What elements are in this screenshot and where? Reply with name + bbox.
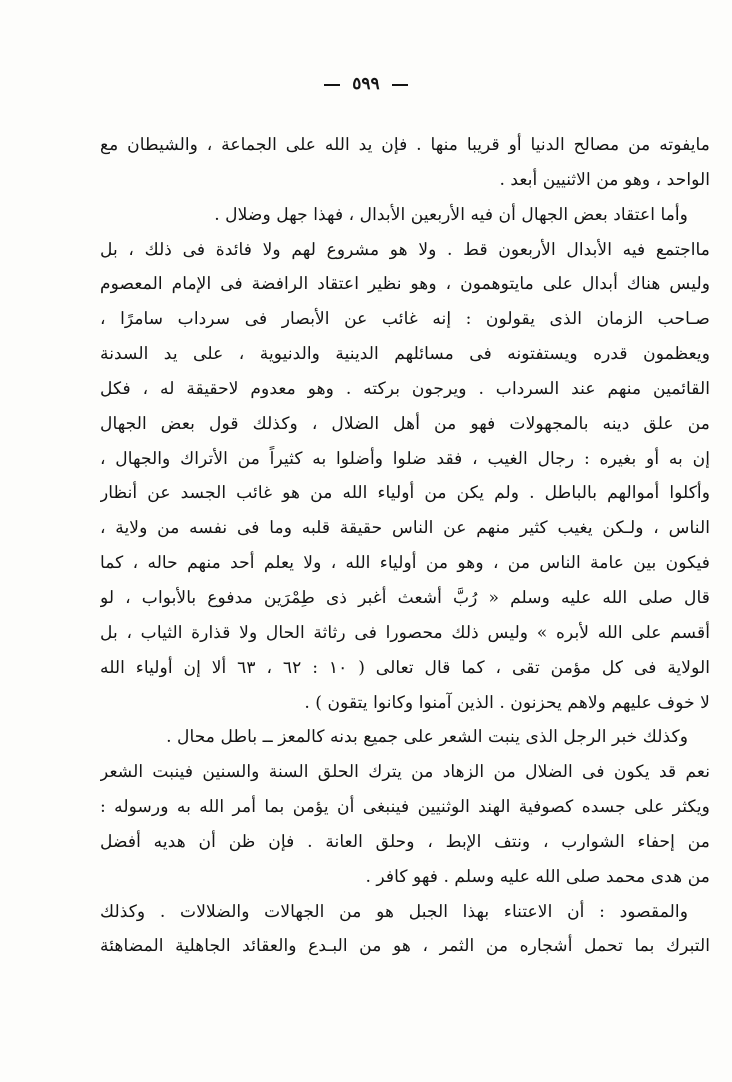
text-line: فيكون بين عامة الناس من ، وهو من أولياء الله ، ولا يعلم أحد منهم حاله ، كما [100, 553, 710, 574]
page-number-value: ٥٩٩ [352, 74, 380, 94]
text-line: وأما اعتقاد بعض الجهال أن فيه الأربعين الأبدال ، فهذا جهل وضلال . [214, 204, 688, 225]
text-line: القائمين منهم عند السرداب . ويرجون بركته . وهو معدوم لاحقيقة له ، فكل [100, 378, 710, 399]
text-line: الواحد ، وهو من الاثنيين أبعد . [499, 169, 710, 190]
text-line: إن به أو بغيره : رجال الغيب ، فقد ضلوا وأضلوا به كثيراً من الأتراك والجهال ، [100, 448, 710, 469]
text-line: ويكثر على جسده كصوفية الهند الوثنيين فينبغى أن يؤمن بما أمر الله به ورسوله : [100, 797, 710, 818]
text-line: صـاحب الزمان الذى يقولون : إنه غائب عن الأبصار فى سرداب سامرًا ، [100, 309, 710, 330]
text-line: لا خوف عليهم ولاهم يحزنون . الذين آمنوا وكانوا يتقون ) . [304, 692, 710, 713]
page-number [0, 74, 732, 94]
text-line: وكذلك خبر الرجل الذى ينبت الشعر على جميع بدنه كالمعز ــ باطل محال . [166, 727, 688, 748]
page-number-dash-right [392, 84, 408, 86]
text-line: قال صلى الله عليه وسلم « رُبَّ أشعث أغبر ذى طِمْرَين مدفوع بالأبواب ، لو [100, 587, 710, 608]
text-line: والمقصود : أن الاعتناء بهذا الجبل هو من الجهالات والضلالات . وكذلك [100, 901, 688, 922]
text-line: الناس ، ولـكن يغيب كثير منهم عن الناس حقيقة قلبه وما فى نفسه من ولاية ، [100, 518, 710, 539]
body-text [100, 128, 710, 964]
text-line: مايفوته من مصالح الدنيا أو قريبا منها . فإن يد الله على الجماعة ، والشيطان مع [100, 135, 710, 155]
text-line: وليس هناك أبدال على مايتوهمون ، وهو نظير اعتقاد الرافضة فى الإمام المعصوم [100, 274, 710, 295]
page-number-dash-left [324, 84, 340, 86]
text-line: من إحفاء الشوارب ، ونتف الإبط ، وحلق العانة . فإن ظن أن هديه أفضل [100, 831, 710, 852]
text-line: الولاية فى كل مؤمن تقى ، كما قال تعالى ( ١٠ : ٦٢ ، ٦٣ ألا إن أولياء الله [100, 657, 710, 678]
text-line: وأكلوا أموالهم بالباطل . ولم يكن من أولياء الله من هو غائب الجسد عن أنظار [100, 483, 710, 504]
text-line: ويعظمون قدره ويستفتونه فى مسائلهم الدينية والدنيوية ، على يد السدنة [100, 344, 710, 365]
text-line: مااجتمع فيه الأبدال الأربعون قط . ولا هو مشروع لهم ولا فائدة فى ذلك ، بل [100, 239, 710, 260]
text-line: نعم قد يكون فى الضلال من الزهاد من يترك الحلق السنة والسنين فينبت الشعر [100, 762, 710, 783]
text-line: أقسم على الله لأبره » وليس ذلك محصورا فى رثاثة الحال ولا قذارة الثياب ، بل [100, 622, 710, 643]
text-line: من علق دينه بالمجهولات فهو من أهل الضلال ، وكذلك قول بعض الجهال [100, 413, 710, 434]
text-line: التبرك بما تحمل أشجاره من الثمر ، هو من البـدع والعقائد الجاهلية المضاهئة [100, 936, 710, 957]
text-line: من هدى محمد صلى الله عليه وسلم . فهو كافر . [365, 866, 710, 887]
